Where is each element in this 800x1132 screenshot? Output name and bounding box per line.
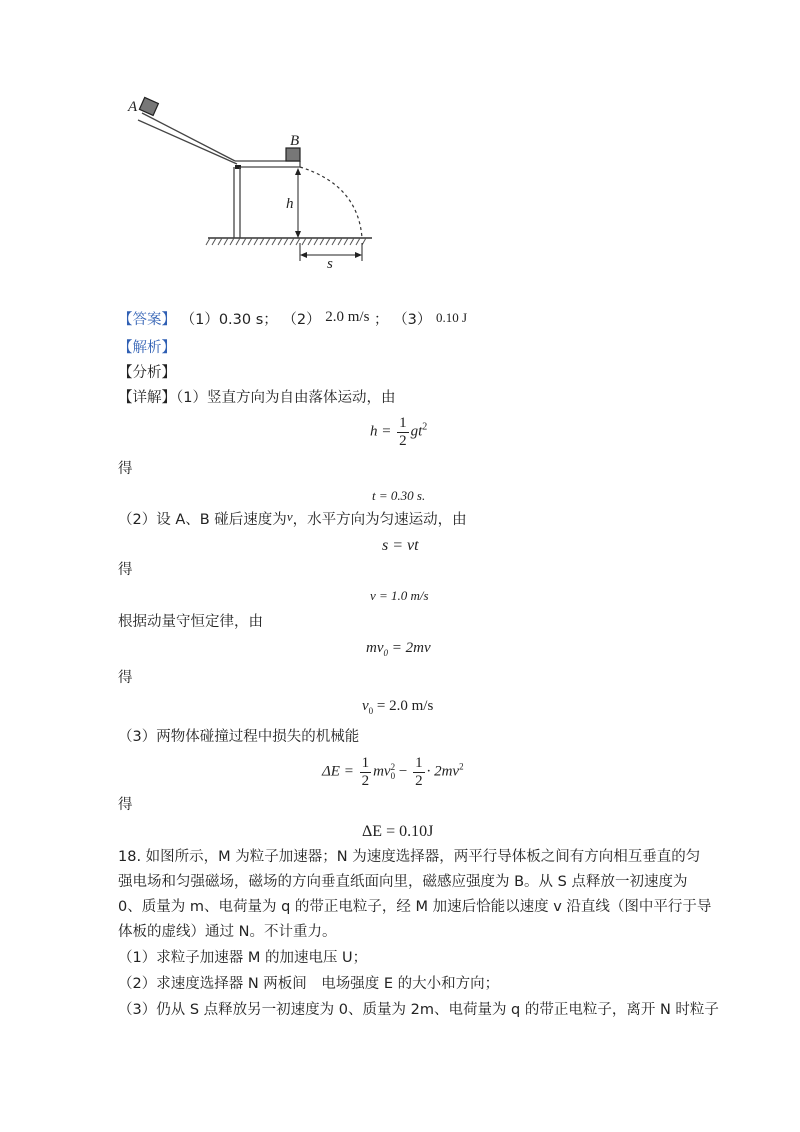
step2-var: v [286, 509, 293, 524]
eq7-d1: 2 [361, 772, 370, 789]
eq1-sup: 2 [422, 421, 428, 433]
eq7-n2: 1 [415, 755, 423, 771]
analysis-tag: 【解析】 [118, 340, 176, 356]
incline-collision-diagram [120, 95, 380, 275]
answer-part2-prefix: （2） [282, 312, 321, 328]
eq7-t1: mv [373, 763, 391, 780]
q18-sub1: （1）求粒子加速器 M 的加速电压 U； [118, 950, 368, 966]
answer-part2-value: 2.0 m/s [325, 309, 370, 325]
eq7-sub1: 0 [390, 771, 396, 781]
eq6-rhs: = 2.0 m/s [373, 698, 434, 714]
detail-step1 [118, 391, 395, 406]
detail-step3: （3）两物体碰撞过程中损失的机械能 [118, 729, 360, 745]
eq7-sup2: 2 [459, 761, 464, 772]
q18-line1: 18. 如图所示，M 为粒子加速器；N 为速度选择器，两平行导体板之间有方向相互垂直的匀 [118, 849, 701, 865]
step2-rest: ，水平方向为匀速运动，由 [292, 512, 467, 528]
eq5-m: mv [366, 640, 384, 656]
answer-tag: 【答案】 [118, 312, 176, 328]
q18-sub3: （3）仍从 S 点释放另一初速度为 0、质量为 2m、电荷量为 q 的带正电粒子，离开 N 时粒子 [118, 1002, 719, 1018]
step2-text: （2）设 A、B 碰后速度为 [118, 512, 287, 528]
de-1: 得 [118, 461, 133, 477]
eq7-sup1: 2 [390, 762, 396, 772]
eq1-frac [397, 415, 409, 449]
label-s: s [327, 256, 333, 272]
eq1-num: 1 [399, 415, 407, 431]
equation-h [370, 415, 427, 449]
eq1-rhs: gt [410, 423, 423, 440]
equation-svt: s = vt [382, 537, 419, 554]
answer-part3-value: 0.10 J [436, 310, 468, 325]
eq7-frac2 [413, 755, 425, 789]
eq5-rhs: = 2mv [388, 640, 431, 656]
eq6-v: v [362, 698, 369, 714]
equation-t: t = 0.30 s. [372, 488, 426, 503]
equation-energy [322, 755, 464, 789]
eq7-minus: − [395, 763, 412, 780]
momentum-step: 根据动量守恒定律，由 [118, 614, 263, 630]
eq7-lhs: ΔE = [322, 763, 358, 780]
label-a: A [128, 99, 138, 115]
answer-part1: （1）0.30 s； [180, 312, 278, 328]
eq7-n1: 1 [361, 755, 370, 771]
answer-line [118, 309, 468, 328]
step1-text: （1）竖直方向为自由落体运动，由 [176, 390, 396, 406]
eq6-sub: 0 [368, 706, 374, 716]
eq1-den: 2 [399, 432, 407, 449]
equation-delta-e: ΔE = 0.10J [362, 823, 434, 840]
fenxi-tag: 【分析】 [118, 365, 176, 381]
de-3: 得 [118, 670, 133, 686]
answer-part2-suffix: ； [374, 312, 389, 328]
detail-step2 [118, 509, 467, 528]
equation-momentum [366, 640, 431, 658]
answer-part3-prefix: （3） [393, 312, 432, 328]
de-2: 得 [118, 562, 133, 578]
detail-tag: 【详解】 [118, 390, 176, 406]
label-h: h [286, 196, 294, 212]
q18-line2: 强电场和匀强磁场，磁场的方向垂直纸面向里，磁感应强度为 B。从 S 点释放一初速度为 [118, 874, 688, 890]
de-4: 得 [118, 797, 133, 813]
q18-line4: 体板的虚线）通过 N。不计重力。 [118, 924, 337, 940]
q18-sub2: （2）求速度选择器 N 两板间 电场强度 E 的大小和方向； [118, 976, 500, 992]
eq7-t2: · 2mv [426, 763, 460, 780]
eq7-frac1 [360, 755, 372, 789]
eq7-d2: 2 [415, 772, 423, 789]
label-b: B [290, 133, 300, 149]
equation-v: v = 1.0 m/s [370, 588, 429, 603]
equation-v0 [362, 698, 433, 716]
eq5-sub: 0 [383, 648, 388, 658]
q18-line3: 0、质量为 m、电荷量为 q 的带正电粒子，经 M 加速后恰能以速度 v 沿直线（图中平行于导 [118, 899, 712, 915]
eq1-lhs: h = [370, 423, 396, 440]
